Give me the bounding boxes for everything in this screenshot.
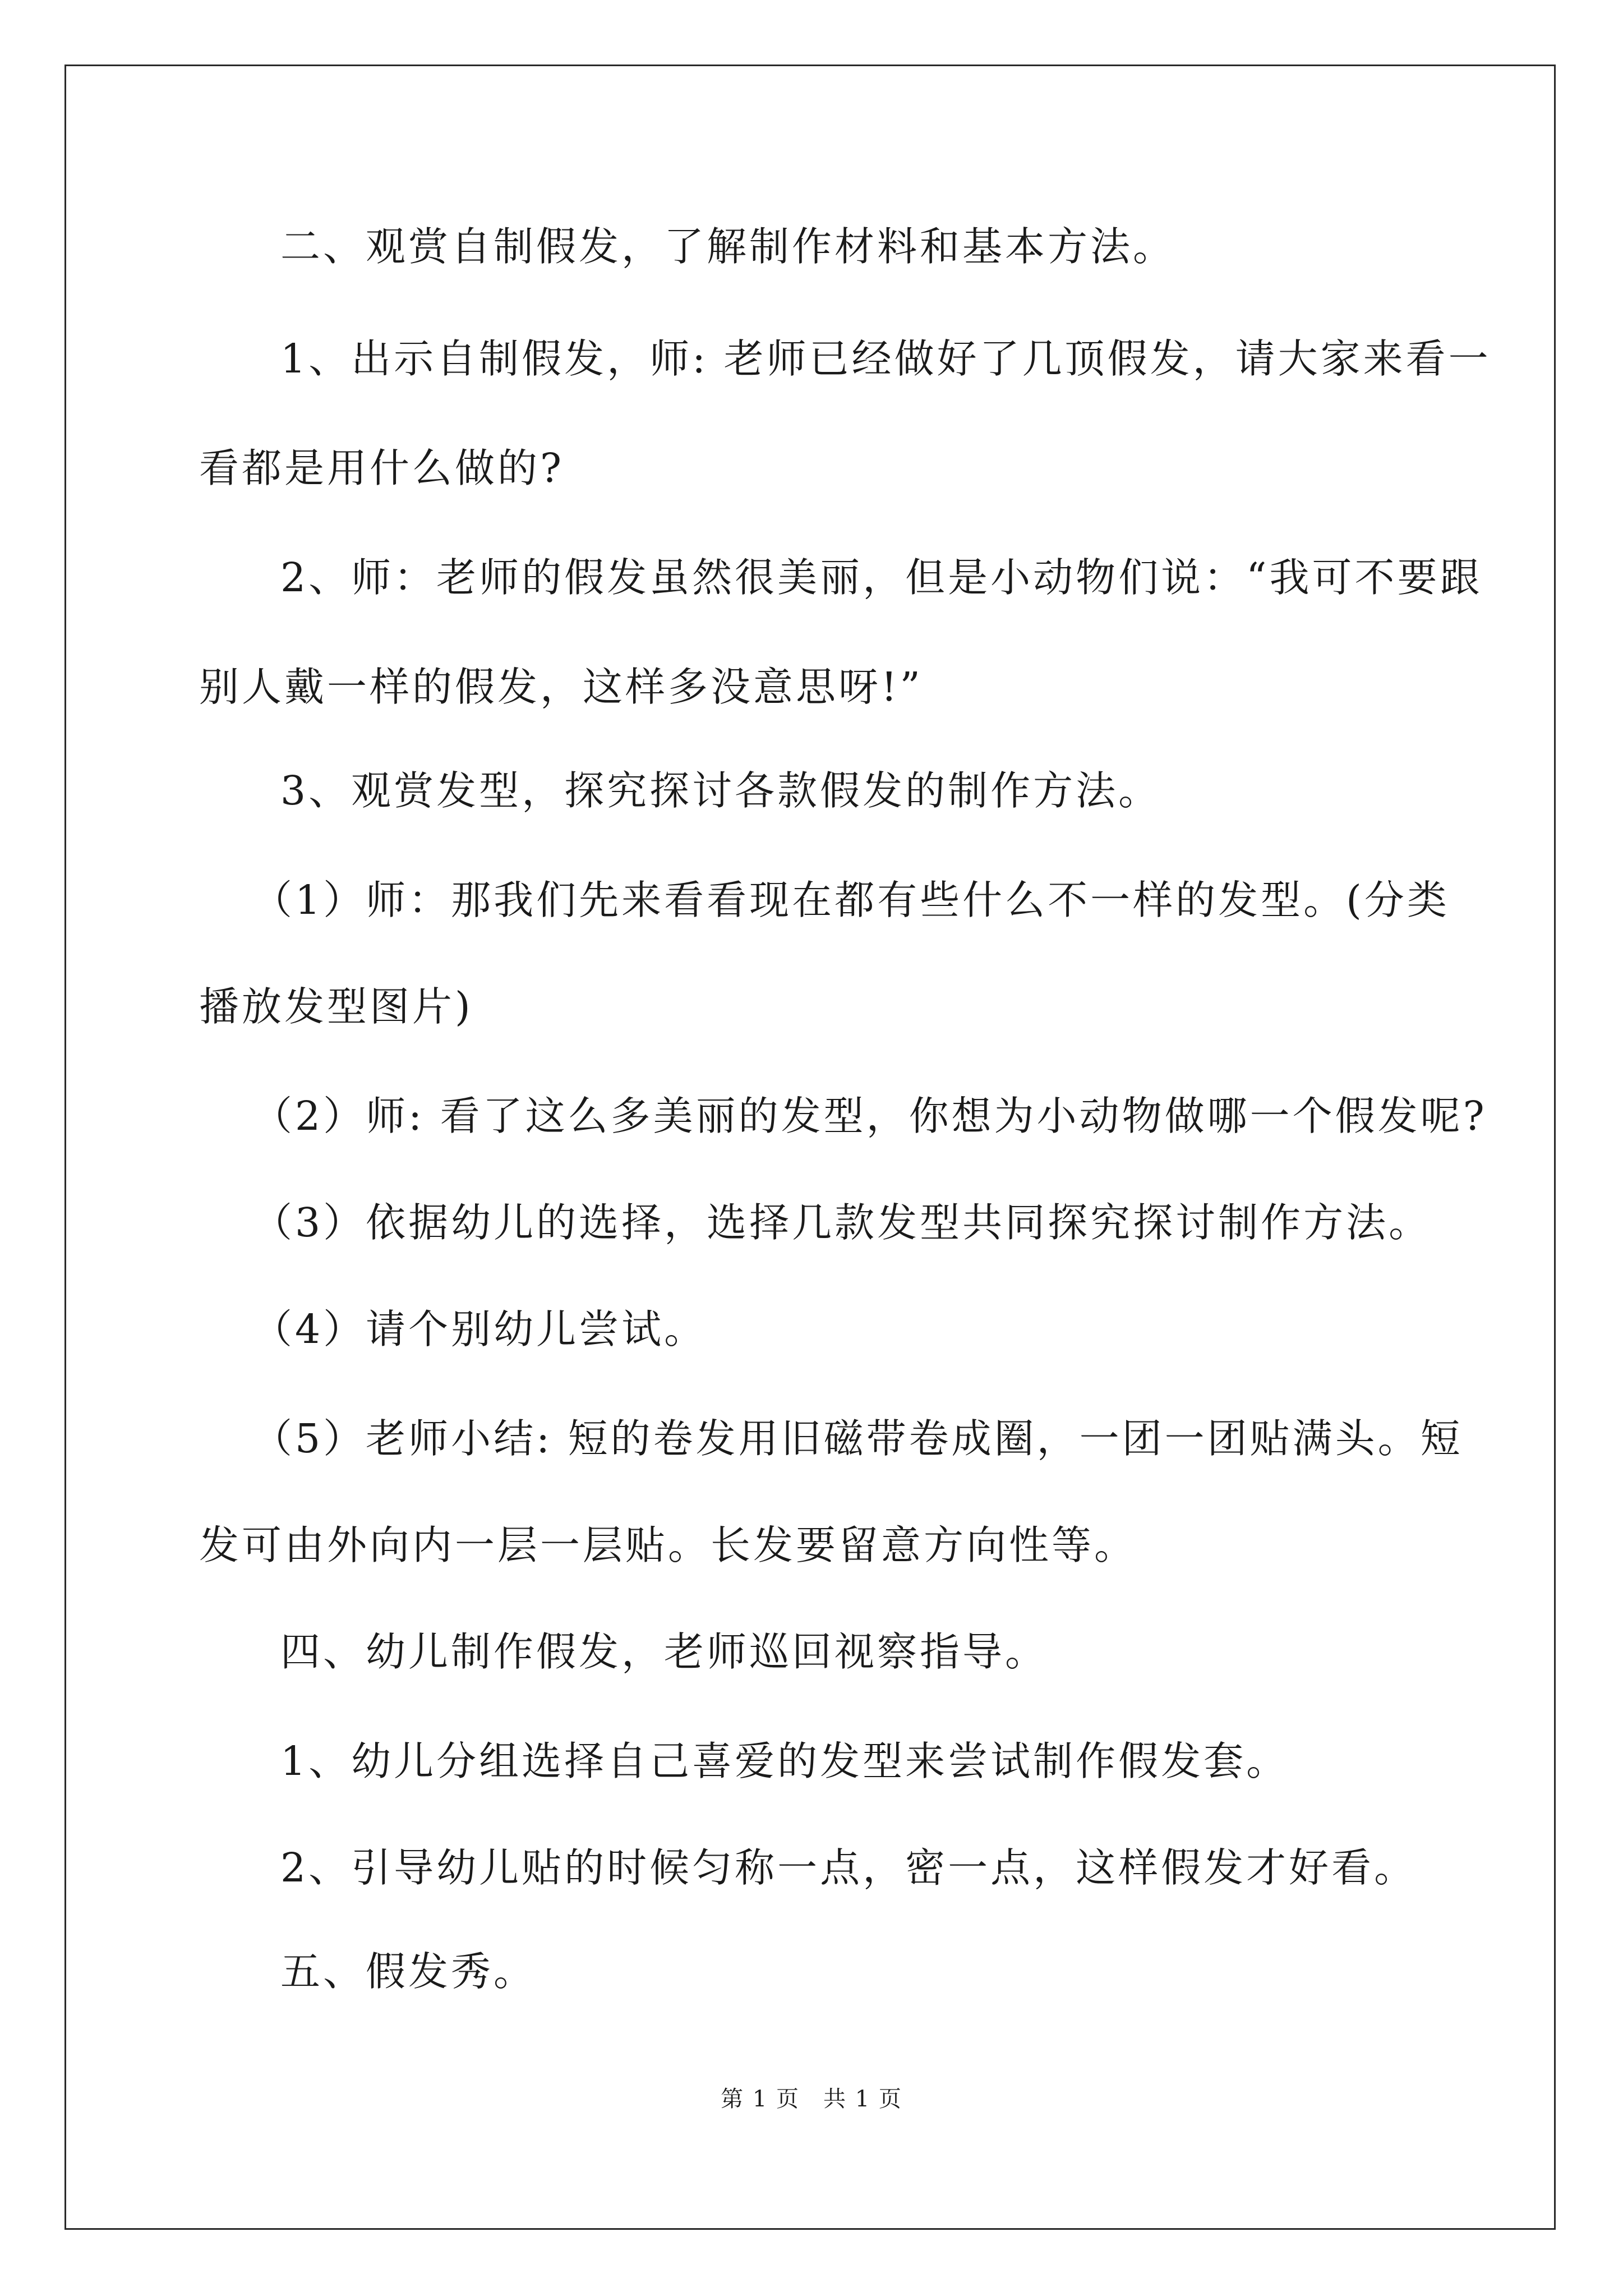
paragraph-line: 播放发型图片) [199, 983, 473, 1030]
page-number: 第 1 页 共 1 页 [721, 2086, 902, 2112]
paragraph-line: 别人戴一样的假发，这样多没意思呀!” [199, 664, 923, 710]
paragraph-line: 2、引导幼儿贴的时候匀称一点，密一点，这样假发才好看。 [280, 1844, 1417, 1891]
paragraph-line: 发可由外向内一层一层贴。长发要留意方向性等。 [199, 1522, 1137, 1568]
paragraph-line: （2）师: 看了这么多美丽的发型，你想为小动物做哪一个假发呢? [252, 1093, 1487, 1139]
paragraph-line: （5）老师小结: 短的卷发用旧磁带卷成圈，一团一团贴满头。短 [252, 1415, 1463, 1462]
paragraph-line: 1、出示自制假发，师: 老师已经做好了几顶假发，请大家来看一 [280, 335, 1491, 382]
paragraph-line: 1、幼儿分组选择自己喜爱的发型来尝试制作假发套。 [280, 1738, 1289, 1784]
section-heading-4: 四、幼儿制作假发，老师巡回视察指导。 [280, 1628, 1048, 1675]
section-heading-2: 二、观赏自制假发，了解制作材料和基本方法。 [280, 223, 1176, 270]
paragraph-line: 3、观赏发型，探究探讨各款假发的制作方法。 [280, 767, 1161, 814]
paragraph-line: （1）师：那我们先来看看现在都有些什么不一样的发型。(分类 [252, 877, 1450, 923]
paragraph-line: （3）依据幼儿的选择，选择几款发型共同探究探讨制作方法。 [252, 1199, 1432, 1246]
page-border [64, 65, 1556, 2230]
paragraph-line: （4）请个别幼儿尝试。 [252, 1306, 707, 1352]
paragraph-line: 看都是用什么做的? [199, 445, 565, 491]
section-heading-5: 五、假发秀。 [280, 1948, 537, 1995]
paragraph-line: 2、师：老师的假发虽然很美丽，但是小动物们说：“我可不要跟 [280, 554, 1483, 601]
